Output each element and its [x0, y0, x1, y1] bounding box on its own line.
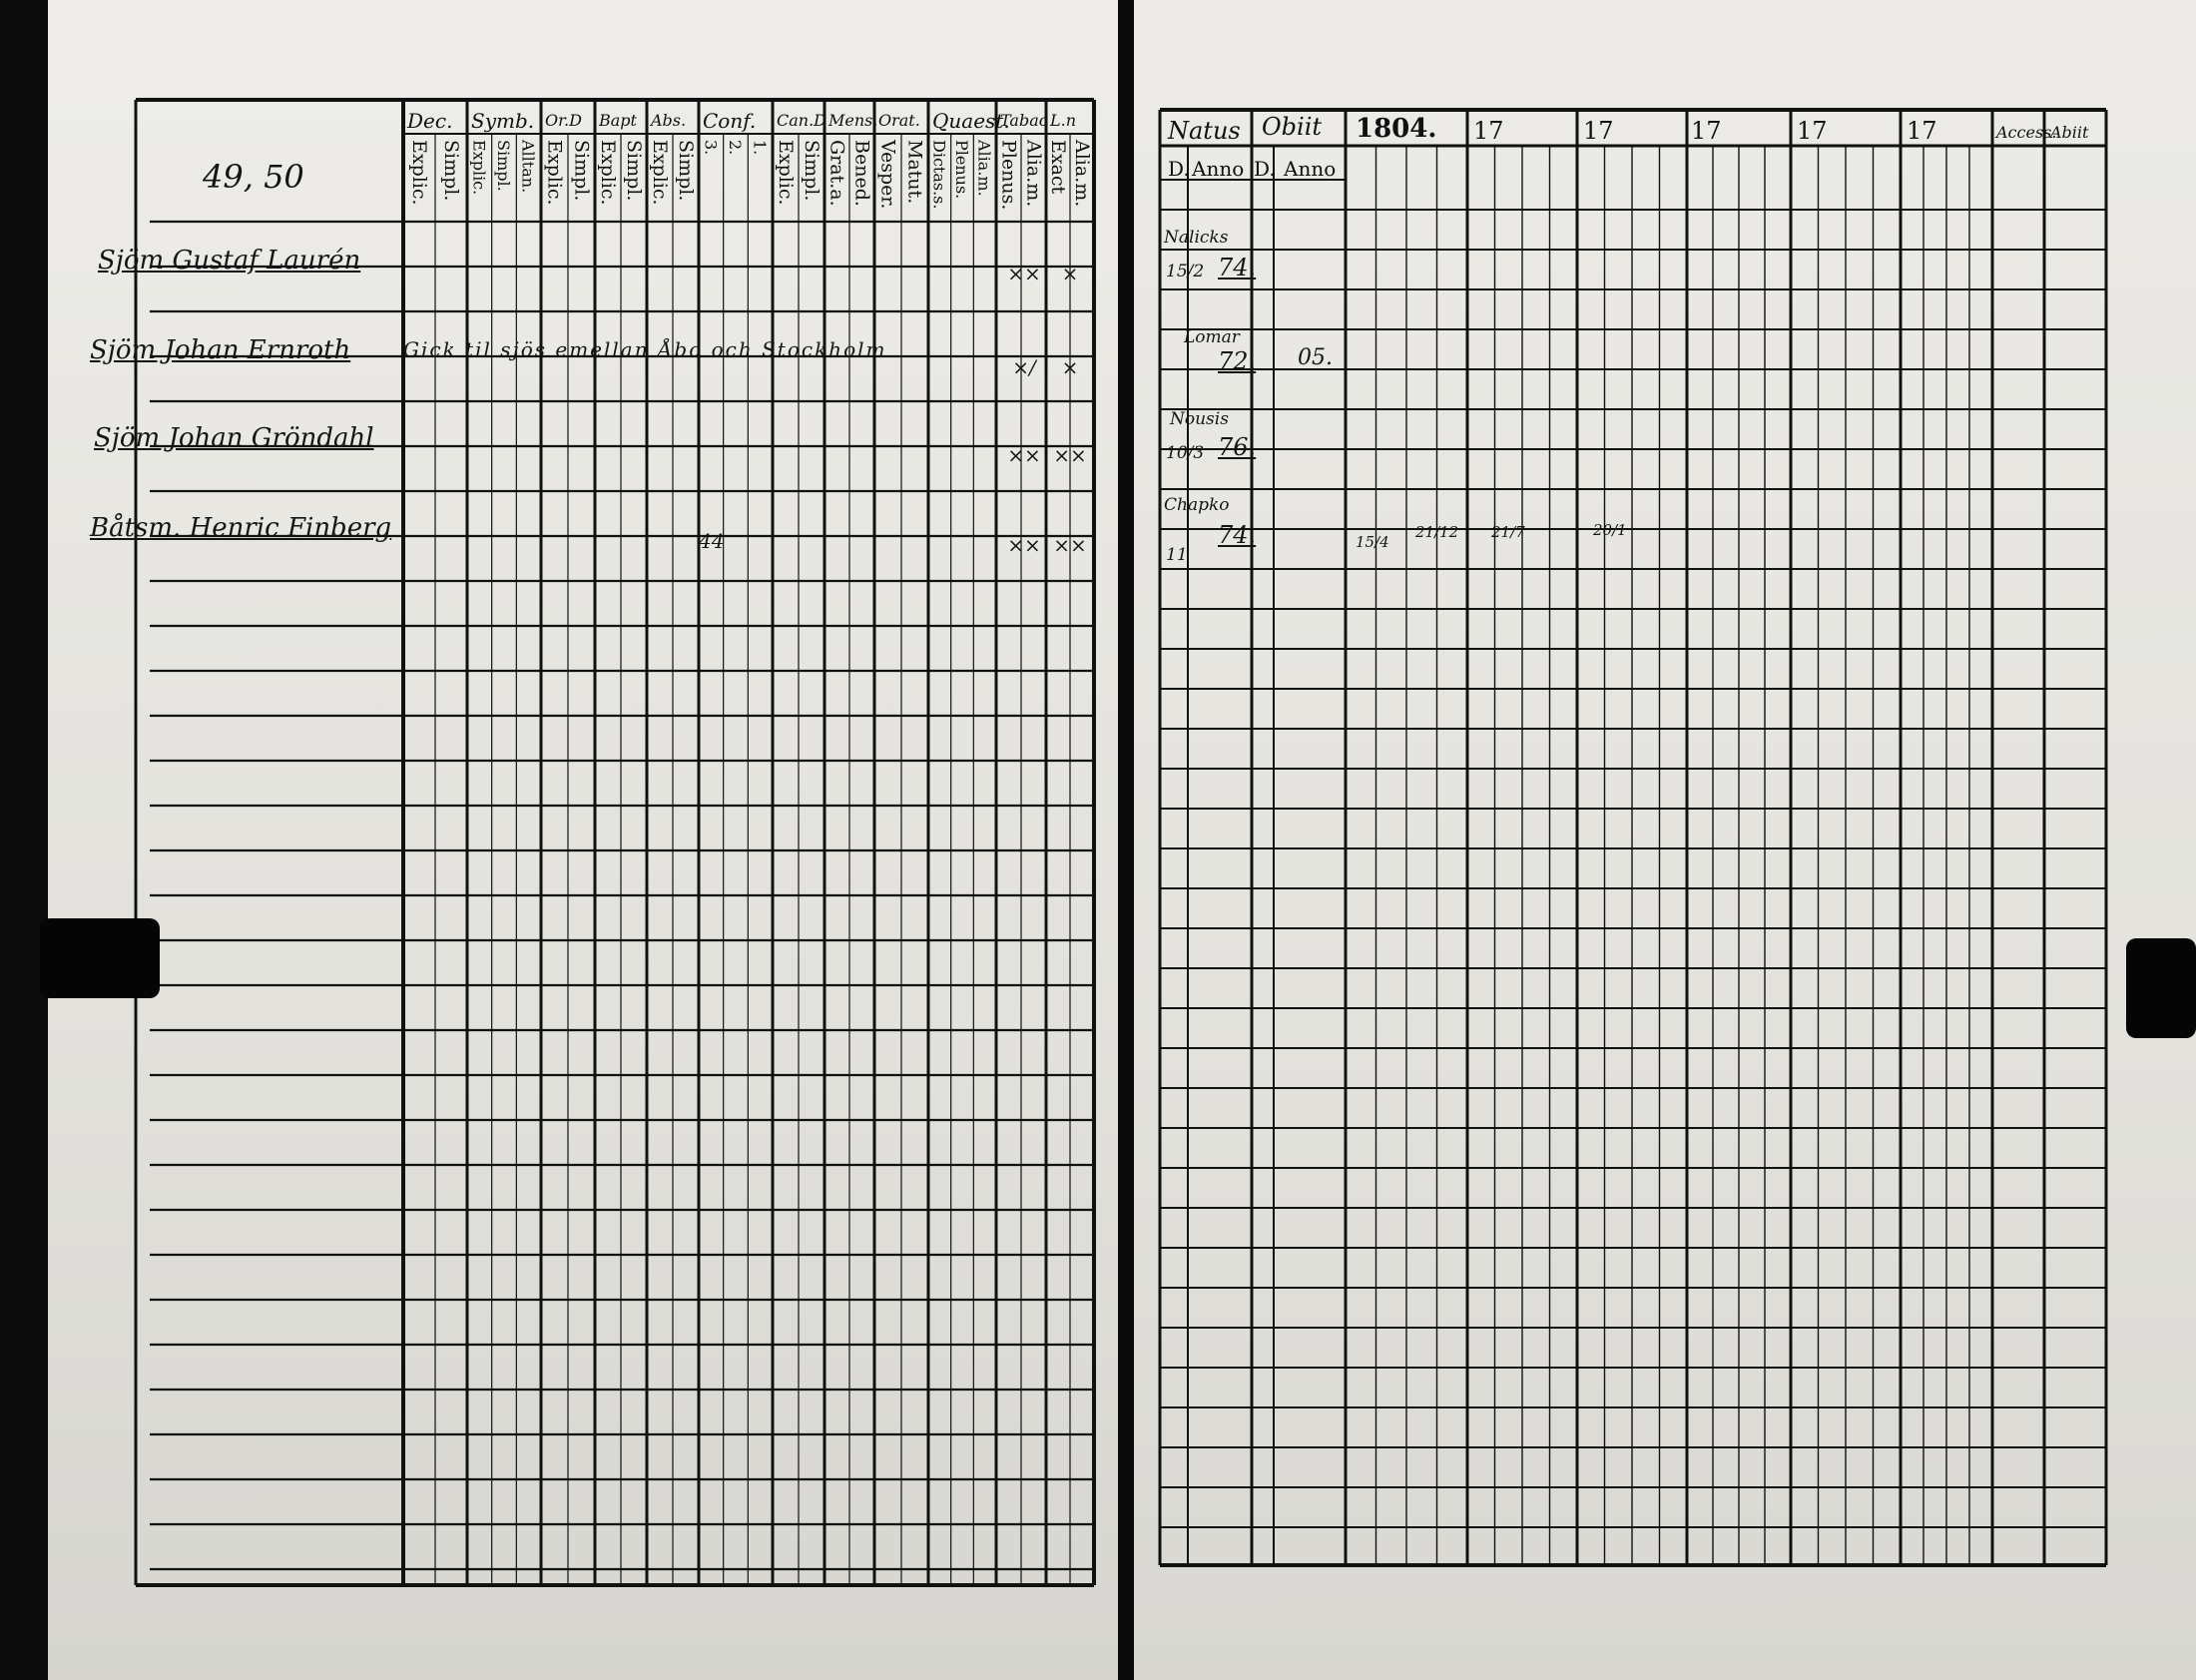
year-header: 17 — [1797, 117, 1828, 145]
column-subheader: 1. — [750, 140, 770, 156]
binding-clip-left — [40, 918, 160, 998]
column-subheader: Plenus. — [952, 140, 971, 200]
column-subheader: Simpl. — [494, 140, 513, 192]
ln-mark: ×× — [1053, 533, 1087, 557]
obiit-anno-subheader: Anno — [1284, 157, 1337, 181]
birth-place: Chapko — [1164, 495, 1230, 515]
tabac-mark: ×/ — [1012, 355, 1036, 379]
column-subheader: Dictas.s. — [929, 140, 949, 210]
abiit-header: Abiit — [2050, 123, 2089, 142]
column-subheader: Alia.m. — [1071, 140, 1093, 208]
year-mark: 20/1 — [1593, 521, 1627, 539]
entry-name: Sjöm Gustaf Laurén — [98, 246, 361, 276]
column-subheader: Explic. — [775, 140, 797, 206]
column-header: Or.D — [545, 111, 582, 130]
column-subheader: Simpl. — [570, 140, 593, 202]
column-subheader: Exact — [1047, 140, 1069, 195]
column-header: Symb. — [471, 109, 535, 133]
column-subheader: Grat.a. — [825, 140, 848, 207]
birth-place: Nousis — [1170, 409, 1229, 429]
column-subheader: Simpl. — [801, 140, 823, 202]
birth-day: 10/3 — [1166, 443, 1205, 463]
column-header: Orat. — [878, 111, 920, 130]
right-ruled-grid — [1134, 0, 2196, 1680]
obiit-day-subheader: D. — [1254, 157, 1276, 181]
year-header: 17 — [1907, 117, 1937, 145]
obiit-year: 05. — [1298, 345, 1333, 370]
tabac-mark: ×× — [1007, 443, 1041, 467]
column-subheader: 3. — [701, 140, 721, 156]
birth-year: 74. — [1218, 521, 1257, 549]
birth-year: 76. — [1218, 433, 1257, 461]
page-number: 49, 50 — [203, 158, 304, 196]
year-header: 1804. — [1356, 114, 1437, 144]
obiit-header: Obiit — [1262, 113, 1323, 141]
ln-mark: ×× — [1053, 443, 1087, 467]
birth-year: 72. — [1218, 347, 1257, 375]
ln-mark: × — [1061, 262, 1079, 285]
column-header: Conf. — [703, 109, 757, 133]
column-subheader: 2. — [726, 140, 745, 156]
column-header: Tabac — [1000, 111, 1048, 130]
column-subheader: Explic. — [469, 140, 489, 196]
column-header: Bapt — [599, 111, 637, 130]
column-subheader: Simpl. — [675, 140, 697, 202]
left-page — [48, 0, 1126, 1680]
column-subheader: Explic. — [597, 140, 619, 206]
birth-year: 74. — [1218, 254, 1257, 281]
birth-day: 11 — [1166, 545, 1188, 565]
column-subheader: Matut. — [903, 140, 926, 205]
year-header: 17 — [1583, 117, 1614, 145]
entry-note: Gick til sjös emellan Åbo och Stockholm — [403, 337, 887, 361]
column-header: Can.D — [777, 111, 826, 130]
column-subheader: Alia.m. — [1022, 140, 1045, 208]
column-subheader: Alia.m. — [974, 140, 994, 197]
natus-day-subheader: D. — [1168, 157, 1190, 181]
entry-name: Båtsm. Henric Finberg — [90, 513, 392, 543]
column-header: Abs. — [651, 111, 687, 130]
column-subheader: Bened. — [850, 140, 873, 207]
entry-name: Sjöm Johan Ernroth — [90, 335, 351, 365]
natus-anno-subheader: Anno — [1192, 157, 1245, 181]
column-subheader: Simpl. — [623, 140, 645, 202]
right-page — [1134, 0, 2196, 1680]
year-mark: 15/4 — [1356, 533, 1389, 551]
column-header: Mens. — [828, 111, 878, 130]
ln-mark: × — [1061, 355, 1079, 379]
column-subheader: Simpl. — [440, 140, 462, 202]
column-subheader: Explic. — [408, 140, 430, 206]
year-header: 17 — [1473, 117, 1504, 145]
column-header: Quaest. — [932, 109, 1010, 133]
binding-clip-right — [2126, 938, 2196, 1038]
tabac-mark: ×× — [1007, 533, 1041, 557]
year-mark: 21/12 — [1415, 523, 1459, 541]
year-header: 17 — [1691, 117, 1722, 145]
column-subheader: Plenus. — [997, 140, 1020, 211]
column-subheader: Alltan. — [518, 140, 538, 194]
conf-mark: 44 — [699, 529, 725, 553]
birth-place: Nalicks — [1164, 228, 1229, 248]
year-mark: 21/7 — [1491, 523, 1525, 541]
column-header: L.n — [1050, 111, 1077, 130]
birth-place: Lomar — [1184, 327, 1240, 347]
natus-header: Natus — [1168, 117, 1241, 145]
column-subheader: Vesper. — [876, 140, 899, 210]
column-subheader: Explic. — [543, 140, 566, 206]
accessit-header: Access. — [1996, 123, 2057, 142]
column-subheader: Explic. — [649, 140, 671, 206]
column-header: Dec. — [407, 109, 453, 133]
entry-name: Sjöm Johan Gröndahl — [94, 423, 374, 453]
tabac-mark: ×× — [1007, 262, 1041, 285]
birth-day: 15/2 — [1166, 262, 1205, 281]
